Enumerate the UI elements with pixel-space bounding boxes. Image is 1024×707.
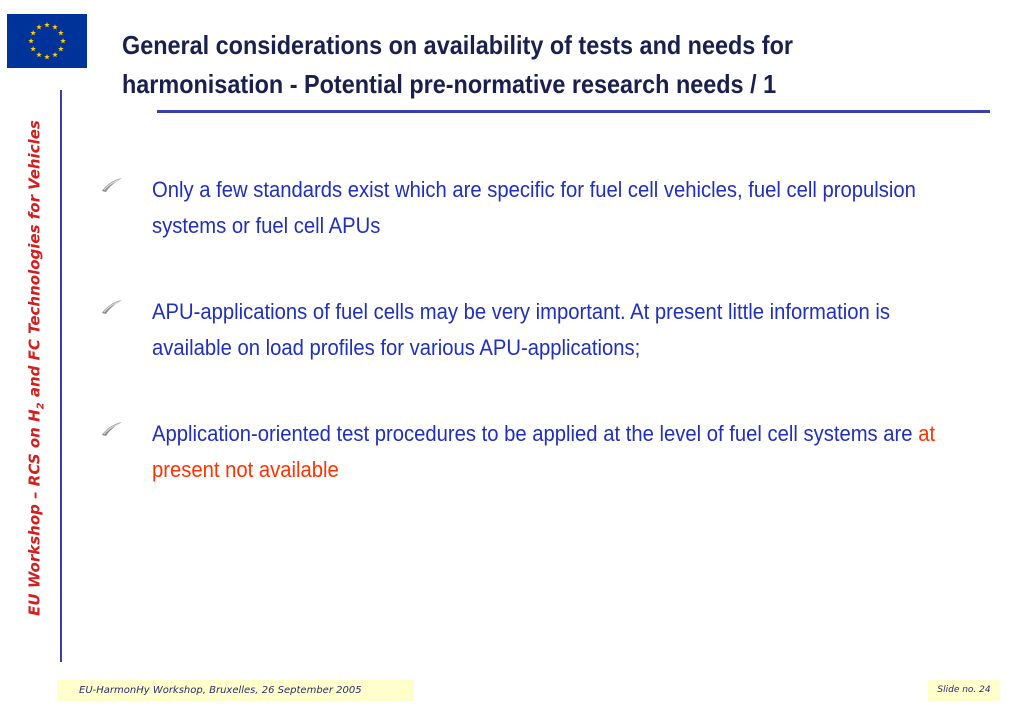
side-banner-suffix: and FC Technologies for Vehicles	[25, 120, 44, 403]
bullet-text	[152, 416, 943, 488]
side-banner	[26, 120, 47, 616]
side-divider	[60, 90, 62, 662]
slide-title	[122, 26, 914, 104]
bullet-text-highlight: at present not available	[152, 421, 936, 482]
bullet-text	[152, 172, 943, 244]
slide-title-line-2: harmonisation - Potential pre-normative research needs / 1	[122, 69, 777, 99]
side-banner-prefix: EU Workshop – RCS on H	[25, 409, 44, 616]
bullet-item	[100, 416, 980, 488]
slide-title-line-1: General considerations on availability of tests and needs for	[122, 30, 793, 60]
bullet-text-main: APU-applications of fuel cells may be very important. At present little information is available on load profiles for various APU-applications;	[152, 299, 890, 360]
brush-stroke-bullet-icon	[100, 420, 124, 443]
eu-flag-logo	[7, 14, 87, 68]
bullet-item	[100, 172, 980, 244]
bullet-text-main: Application-oriented test procedures to be applied at the level of fuel cell systems are	[152, 421, 919, 446]
title-underline	[157, 110, 990, 113]
bullet-list	[100, 172, 980, 538]
eu-flag-icon	[7, 14, 87, 68]
footer-slide-number: Slide no. 24	[928, 680, 1000, 701]
brush-stroke-bullet-icon	[100, 176, 124, 199]
bullet-item	[100, 294, 980, 366]
side-banner-subscript: 2	[35, 402, 47, 410]
footer-event-label: EU-HarmonHy Workshop, Bruxelles, 26 September 2005	[57, 680, 414, 701]
bullet-text-main: Only a few standards exist which are specific for fuel cell vehicles, fuel cell propulsion systems or fuel cell APUs	[152, 177, 916, 238]
bullet-text	[152, 294, 943, 366]
brush-stroke-bullet-icon	[100, 298, 124, 321]
